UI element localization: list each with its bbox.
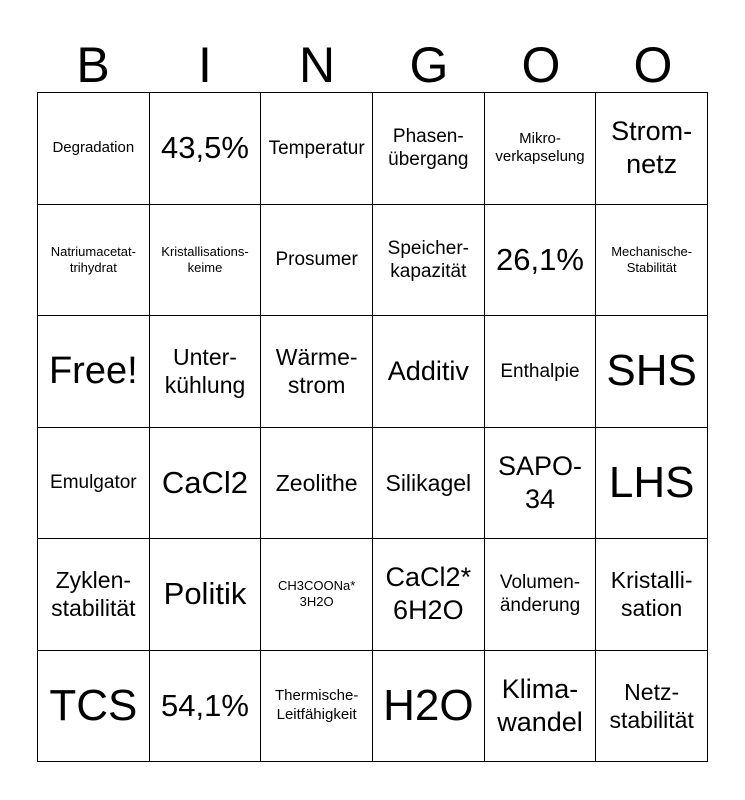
bingo-cell[interactable] <box>38 428 150 540</box>
cell-text: Kristalli- sation <box>610 567 693 622</box>
bingo-cell[interactable] <box>150 651 262 763</box>
bingo-cell[interactable] <box>373 205 485 317</box>
bingo-cell[interactable] <box>373 651 485 763</box>
cell-text: 43,5% <box>161 130 249 166</box>
free-space-cell[interactable] <box>38 316 150 428</box>
bingo-cell[interactable] <box>485 205 597 317</box>
cell-text: CaCl2 <box>161 464 249 500</box>
cell-text: Mechanische- Stabilität <box>611 243 693 275</box>
bingo-cell[interactable] <box>261 539 373 651</box>
bingo-cell[interactable] <box>150 93 262 205</box>
cell-text: H2O <box>383 680 474 730</box>
header-letter-2: I <box>198 37 212 93</box>
bingo-cell[interactable] <box>261 651 373 763</box>
bingo-cell[interactable] <box>596 316 708 428</box>
cell-text: Wärme- strom <box>275 344 358 399</box>
bingo-cell[interactable] <box>261 93 373 205</box>
bingo-cell[interactable] <box>261 428 373 540</box>
bingo-cell[interactable] <box>261 205 373 317</box>
header-letter-1: B <box>76 37 110 93</box>
bingo-cell[interactable] <box>38 651 150 763</box>
cell-text: Prosumer <box>275 249 358 271</box>
cell-text: Phasen- übergang <box>388 126 469 171</box>
bingo-board <box>37 92 708 762</box>
bingo-cell[interactable] <box>596 651 708 763</box>
cell-text: Klima- wandel <box>497 673 583 737</box>
bingo-cell[interactable] <box>150 428 262 540</box>
cell-text: 26,1% <box>496 241 584 277</box>
bingo-cell[interactable] <box>150 539 262 651</box>
cell-text: Degradation <box>52 139 135 157</box>
cell-text: Silikagel <box>385 469 472 496</box>
bingo-cell[interactable] <box>373 428 485 540</box>
bingo-cell[interactable] <box>596 205 708 317</box>
header-letter-6: O <box>633 37 673 93</box>
cell-text: LHS <box>608 457 695 507</box>
header-letter-3: N <box>298 37 336 93</box>
bingo-cell[interactable] <box>373 316 485 428</box>
cell-text: TCS <box>49 680 138 730</box>
cell-text: 54,1% <box>161 687 249 723</box>
cell-text: Emulgator <box>50 472 137 494</box>
cell-text: Strom- netz <box>611 116 693 180</box>
cell-text: CaCl2* 6H2O <box>385 562 472 626</box>
bingo-cell[interactable] <box>485 651 597 763</box>
cell-text: Additiv <box>387 355 469 386</box>
bingo-cell[interactable] <box>261 316 373 428</box>
cell-text: Natriumacetat- trihydrat <box>50 243 136 275</box>
cell-text: Zeolithe <box>275 469 358 496</box>
bingo-cell[interactable] <box>373 539 485 651</box>
bingo-cell[interactable] <box>150 205 262 317</box>
cell-text: CH3COONa* 3H2O <box>278 578 356 610</box>
cell-text: Netz- stabilität <box>609 678 694 733</box>
bingo-cell[interactable] <box>596 428 708 540</box>
bingo-cell[interactable] <box>373 93 485 205</box>
cell-text: Speicher- kapazität <box>387 237 469 282</box>
cell-text: Mikro- verkapselung <box>495 129 585 166</box>
cell-text: Politik <box>163 576 247 612</box>
bingo-cell[interactable] <box>596 539 708 651</box>
bingo-cell[interactable] <box>38 205 150 317</box>
bingo-cell[interactable] <box>38 539 150 651</box>
cell-text: Unter- kühlung <box>164 344 246 399</box>
bingo-cell[interactable] <box>485 316 597 428</box>
cell-text: Volumen- änderung <box>499 572 581 617</box>
cell-text: Temperatur <box>268 137 365 159</box>
bingo-cell[interactable] <box>596 93 708 205</box>
bingo-cell[interactable] <box>485 428 597 540</box>
cell-text: Free! <box>48 350 138 393</box>
bingo-header <box>37 38 709 92</box>
bingo-cell[interactable] <box>150 316 262 428</box>
cell-text: SHS <box>606 346 697 396</box>
cell-text: Enthalpie <box>500 360 580 382</box>
cell-text: Zyklen- stabilität <box>51 567 136 622</box>
header-letter-5: O <box>521 37 561 93</box>
bingo-cell[interactable] <box>38 93 150 205</box>
bingo-cell[interactable] <box>485 93 597 205</box>
cell-text: Kristallisations- keime <box>161 243 249 275</box>
header-letter-4: G <box>409 37 449 93</box>
cell-text: SAPO- 34 <box>497 450 582 514</box>
cell-text: Thermische- Leitfähigkeit <box>274 687 359 723</box>
bingo-cell[interactable] <box>485 539 597 651</box>
